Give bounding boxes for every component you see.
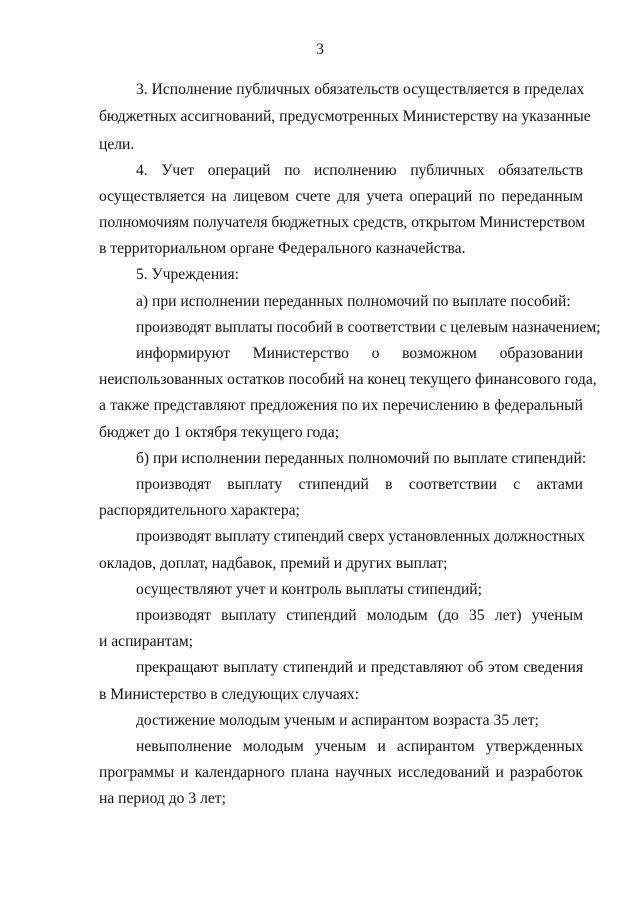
text-line: 5. Учреждения: xyxy=(136,266,240,283)
text-line: неиспользованных остатков пособий на конец текущего финансового года, xyxy=(99,371,597,388)
text-line: невыполнение молодым ученым и аспирантом утвержденных xyxy=(136,738,583,755)
text-line: а также представляют предложения по их перечислению в федеральный xyxy=(99,397,583,414)
text-line: распорядительного характера; xyxy=(99,502,300,519)
text-line: осуществляют учет и контроль выплаты стипендий; xyxy=(136,581,482,598)
text-line: в Министерство в следующих случаях: xyxy=(99,686,359,703)
text-line: цели. xyxy=(99,136,135,153)
text-line: 4. Учет операций по исполнению публичных обязательств xyxy=(136,162,583,179)
text-line: окладов, доплат, надбавок, премий и других выплат; xyxy=(99,555,448,572)
text-line: производят выплату стипендий молодым (до 35 лет) ученым xyxy=(136,607,583,624)
text-line: производят выплаты пособий в соответствии с целевым назначением; xyxy=(136,319,601,336)
text-line: информируют Министерство о возможном образовании xyxy=(136,345,583,362)
text-line: на период до 3 лет; xyxy=(99,790,226,807)
text-line: а) при исполнении переданных полномочий по выплате пособий: xyxy=(136,293,571,310)
text-line: полномочиям получателя бюджетных средств, открытом Министерством xyxy=(99,214,586,231)
text-line: бюджетных ассигнований, предусмотренных Министерству на указанные xyxy=(99,108,591,125)
page-number: 3 xyxy=(316,41,324,58)
text-line: прекращают выплату стипендий и представляют об этом сведения xyxy=(136,659,583,676)
text-line: производят выплату стипендий в соответствии с актами xyxy=(136,476,583,493)
text-line: в территориальном органе Федерального казначейства. xyxy=(99,240,466,257)
text-line: осуществляется на лицевом счете для учета операций по переданным xyxy=(99,188,583,205)
text-line: производят выплату стипендий сверх установленных должностных xyxy=(136,528,585,545)
text-line: бюджет до 1 октября текущего года; xyxy=(99,424,340,441)
text-line: 3. Исполнение публичных обязательств осуществляется в пределах xyxy=(136,81,585,98)
text-line: достижение молодым ученым и аспирантом возраста 35 лет; xyxy=(136,712,539,729)
text-line: программы и календарного плана научных исследований и разработок xyxy=(99,764,583,781)
text-line: и аспирантам; xyxy=(99,633,193,650)
text-line: б) при исполнении переданных полномочий по выплате стипендий: xyxy=(136,450,587,467)
